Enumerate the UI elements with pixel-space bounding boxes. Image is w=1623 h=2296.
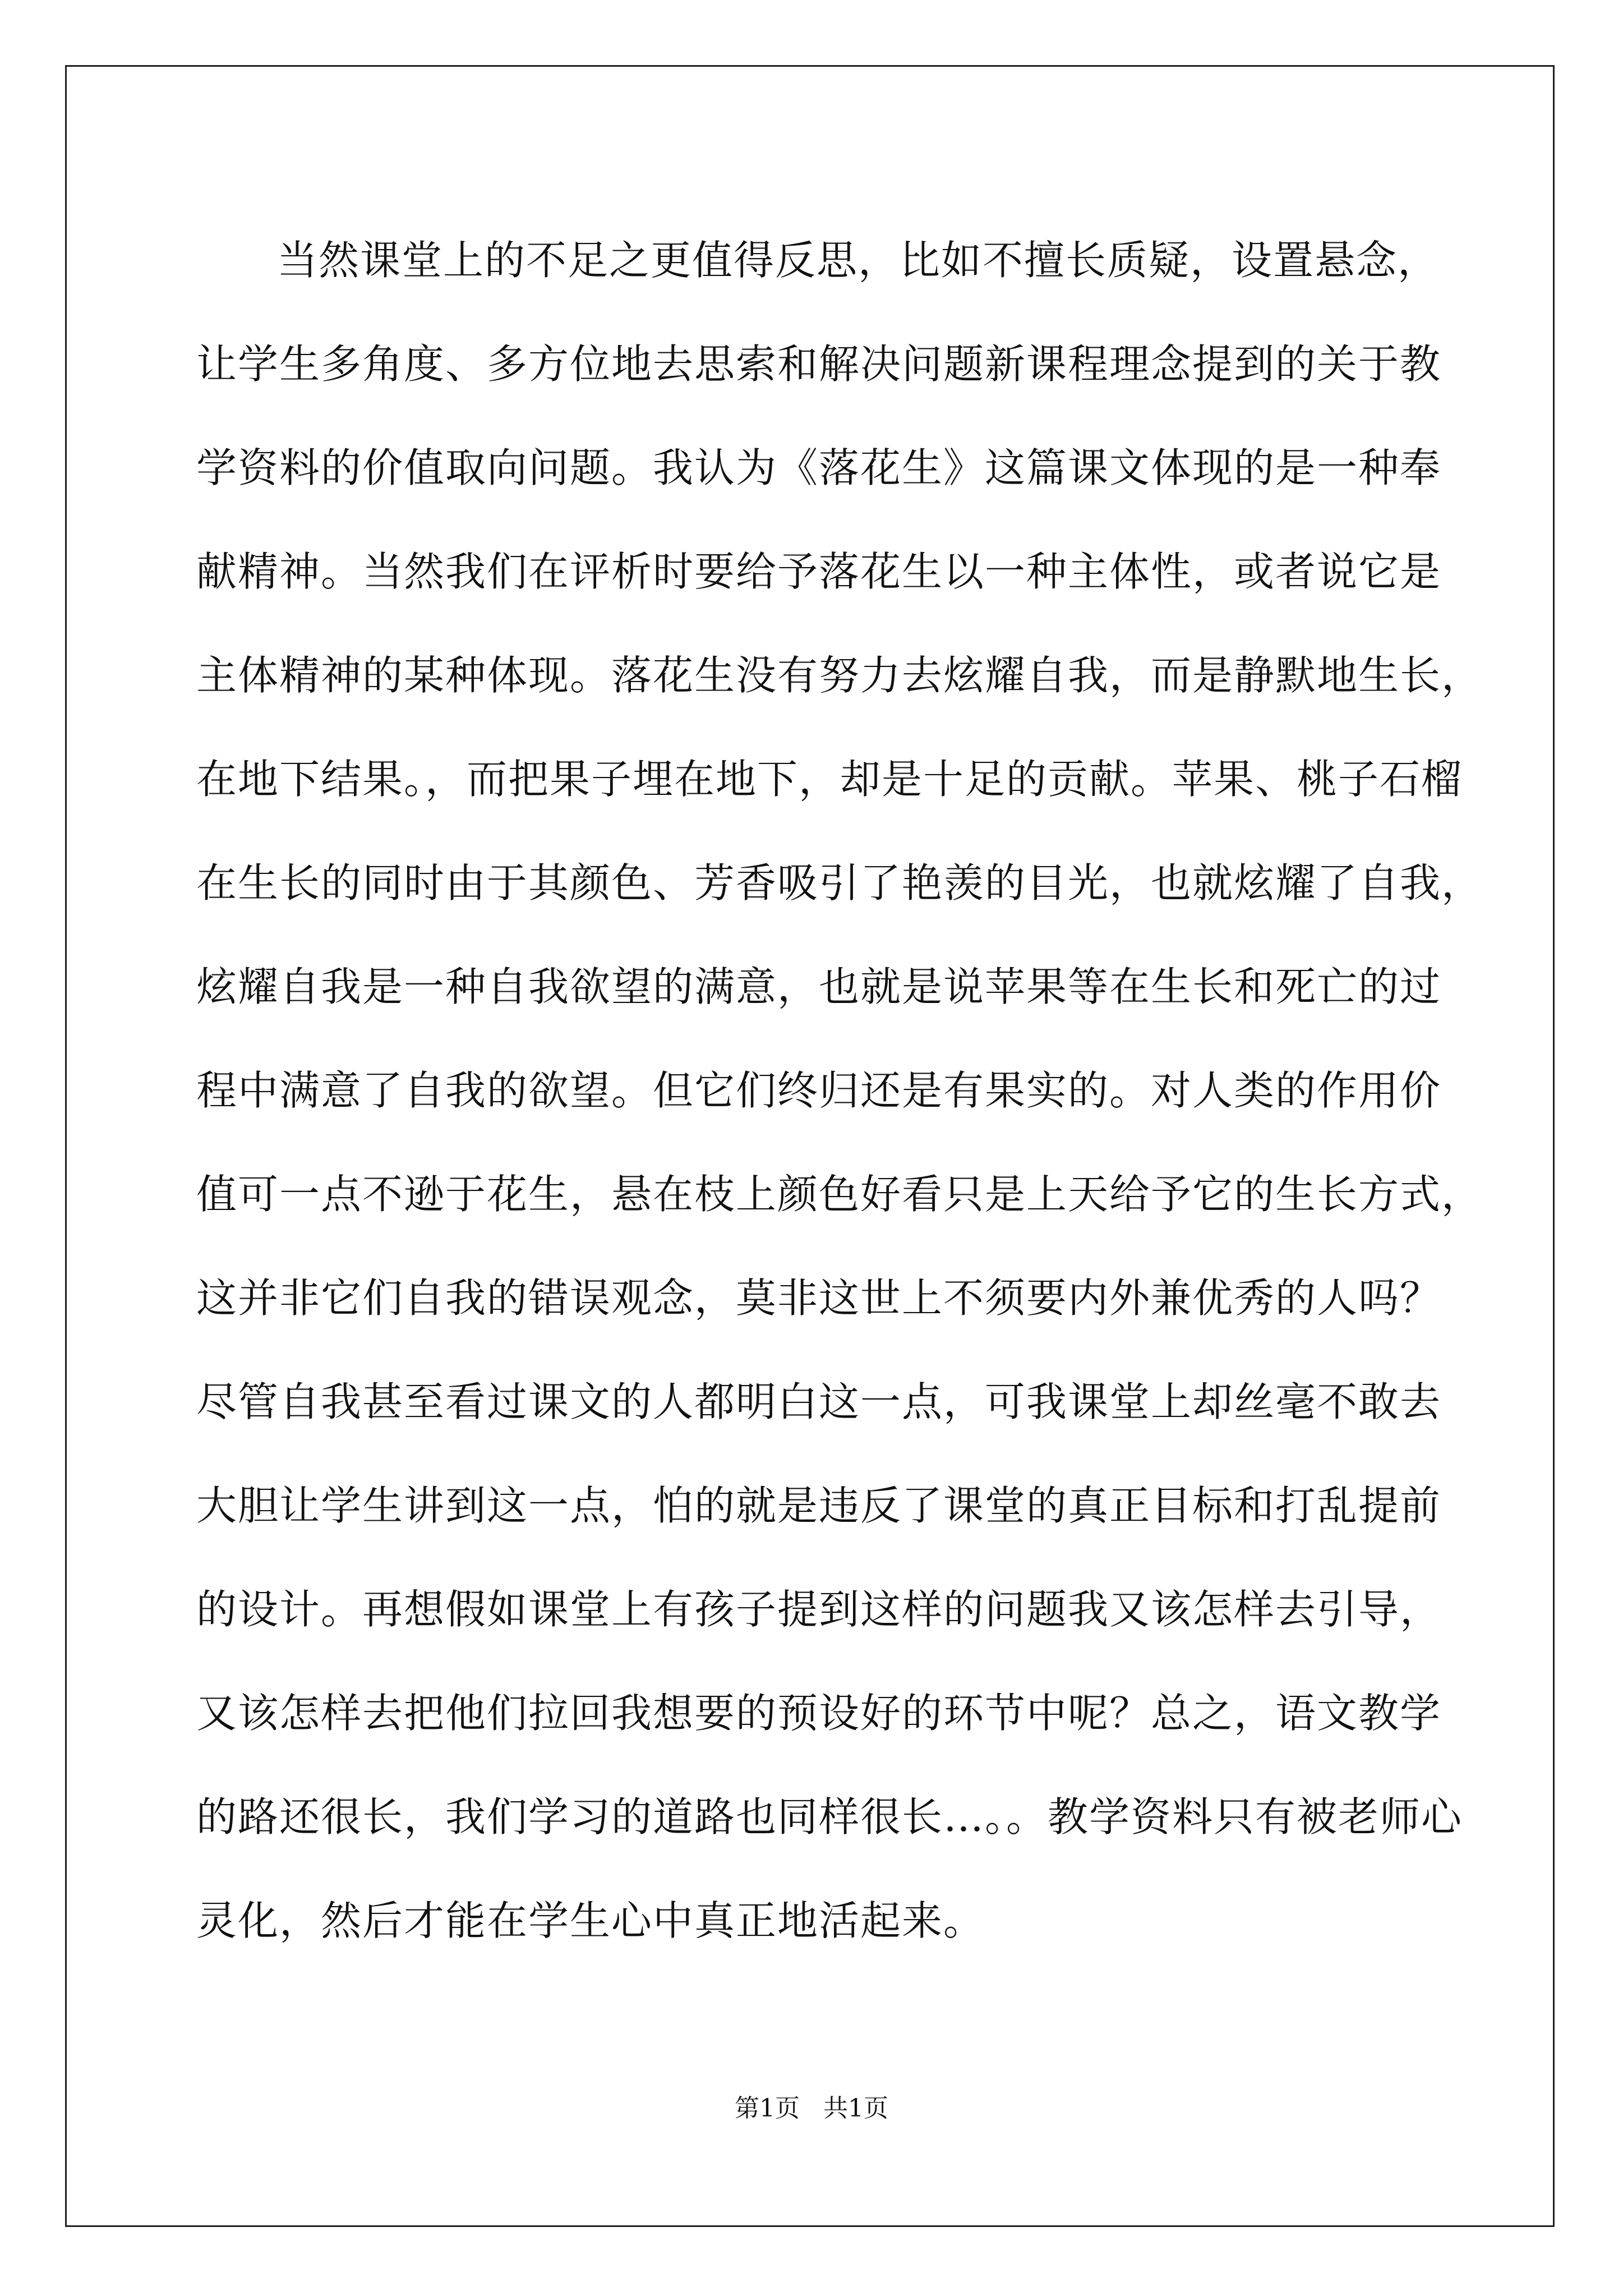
paragraph-line: 炫耀自我是一种自我欲望的满意，也就是说苹果等在生长和死亡的过 bbox=[196, 963, 1442, 1010]
paragraph-line: 程中满意了自我的欲望。但它们终归还是有果实的。对人类的作用价 bbox=[196, 1067, 1442, 1114]
paragraph-line: 的设计。再想假如课堂上有孩子提到这样的问题我又该怎样去引导， bbox=[196, 1586, 1442, 1633]
paragraph-line: 又该怎样去把他们拉回我想要的预设好的环节中呢？总之，语文教学 bbox=[196, 1690, 1442, 1737]
paragraph-line: 在地下结果。，而把果子埋在地下，却是十足的贡献。苹果、桃子石榴 bbox=[196, 756, 1463, 803]
paragraph-line: 尽管自我甚至看过课文的人都明白这一点，可我课堂上却丝毫不敢去 bbox=[196, 1378, 1442, 1425]
paragraph-line: 大胆让学生讲到这一点，怕的就是违反了课堂的真正目标和打乱提前 bbox=[196, 1482, 1442, 1529]
paragraph-line: 灵化，然后才能在学生心中真正地活起来。 bbox=[196, 1897, 985, 1944]
paragraph-line: 的路还很长，我们学习的道路也同样很长…。。教学资料只有被老师心 bbox=[196, 1793, 1463, 1841]
paragraph-line: 让学生多角度、多方位地去思索和解决问题新课程理念提到的关于教 bbox=[196, 341, 1442, 388]
paragraph-line: 在生长的同时由于其颜色、芳香吸引了艳羡的目光，也就炫耀了自我， bbox=[196, 859, 1483, 907]
paragraph-line: 学资料的价值取向问题。我认为《落花生》这篇课文体现的是一种奉 bbox=[196, 444, 1442, 491]
paragraph-line: 值可一点不逊于花生，悬在枝上颜色好看只是上天给予它的生长方式， bbox=[196, 1171, 1483, 1218]
paragraph-line: 这并非它们自我的错误观念，莫非这世上不须要内外兼优秀的人吗？ bbox=[196, 1274, 1442, 1322]
document-body bbox=[196, 209, 1483, 1973]
paragraph-line: 当然课堂上的不足之更值得反思，比如不擅长质疑，设置悬念， bbox=[277, 237, 1440, 284]
paragraph-line: 献精神。当然我们在评析时要给予落花生以一种主体性，或者说它是 bbox=[196, 548, 1442, 595]
paragraph-line: 主体精神的某种体现。落花生没有努力去炫耀自我，而是静默地生长， bbox=[196, 652, 1483, 699]
page-number-label: 第1页 共1页 bbox=[735, 2094, 888, 2123]
page-footer bbox=[0, 2088, 1623, 2124]
